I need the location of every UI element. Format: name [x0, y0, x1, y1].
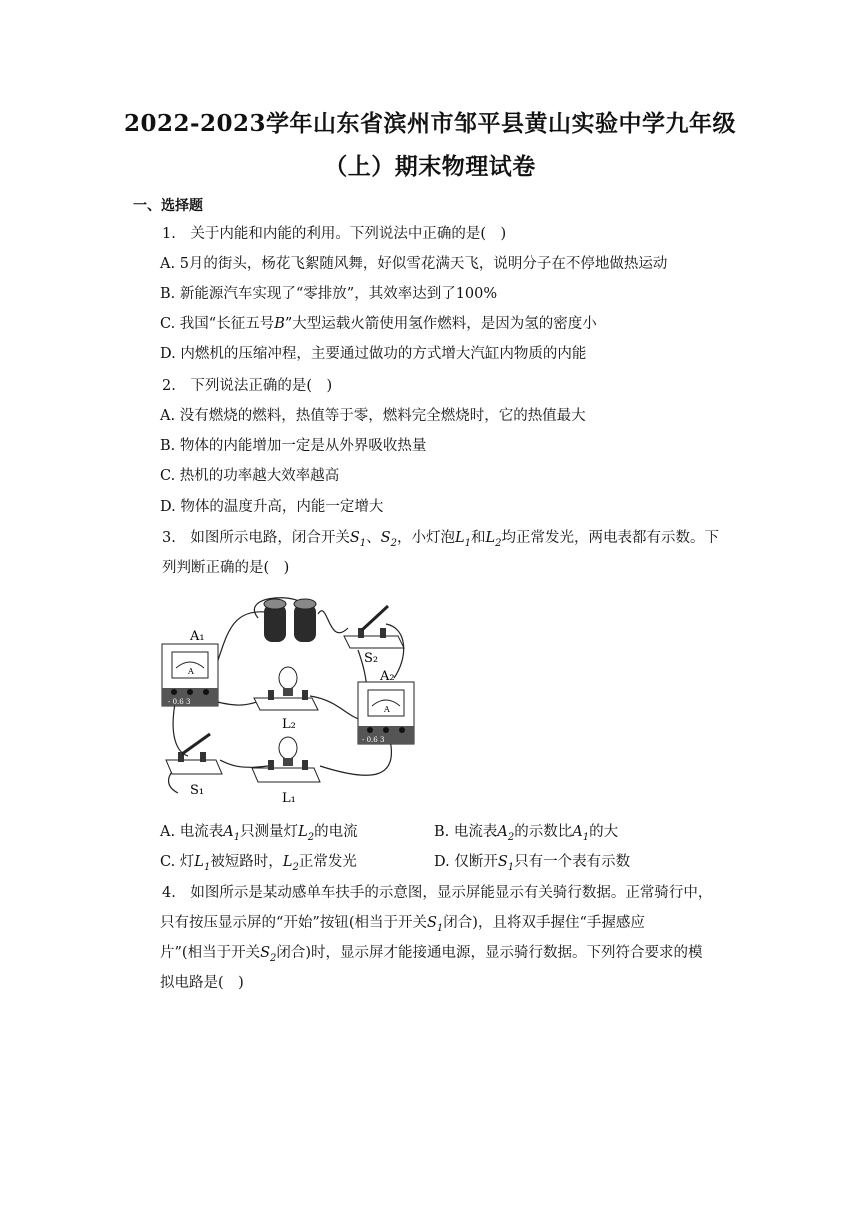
- q1-option-c: C. 我国“长征五号B”大型运载火箭使用氢作燃料，是因为氢的密度小: [160, 316, 597, 332]
- q3-option-a: A. 电流表$A_1$只测量灯$L_2$的电流: [160, 824, 358, 843]
- label-a2: A₂: [380, 669, 395, 684]
- q4-line-3: 片”(相当于开关$S_2$闭合)时，显示屏才能接通电源，显示骑行数据。下列符合要求的模: [160, 945, 703, 964]
- page-title-line-1: 2022-2023学年山东省滨州市邹平县黄山实验中学九年级: [123, 110, 737, 137]
- q2-option-d: D. 物体的温度升高，内能一定增大: [160, 499, 384, 515]
- ammeter-a2-icon: [358, 682, 414, 744]
- page-title-line-2: （上）期末物理试卷: [324, 153, 536, 180]
- q4-line-1: 4. 如图所示是某动感单车扶手的示意图，显示屏能显示有关骑行数据。正常骑行中，: [162, 885, 713, 901]
- q1-option-d: D. 内燃机的压缩冲程，主要通过做功的方式增大汽缸内物质的内能: [160, 346, 587, 362]
- q1-option-b: B. 新能源汽车实现了“零排放”，其效率达到了100%: [160, 286, 498, 302]
- q2-option-a: A. 没有燃烧的燃料，热值等于零，燃料完全燃烧时，它的热值最大: [160, 408, 586, 424]
- q3-option-d: D. 仅断开$S_1$只有一个表有示数: [434, 854, 631, 873]
- label-s1: S₁: [190, 783, 205, 798]
- q2-stem: 2. 下列说法正确的是( ): [162, 378, 333, 394]
- q3-stem-line-2: 列判断正确的是( ): [162, 560, 290, 576]
- q3-option-b: B. 电流表$A_2$的示数比$A_1$的大: [434, 824, 619, 843]
- lamp-l1-icon: [252, 737, 320, 782]
- label-s2: S₂: [364, 651, 379, 666]
- lamp-l2-icon: [254, 667, 318, 710]
- label-l2: L₂: [282, 717, 296, 732]
- q2-option-b: B. 物体的内能增加一定是从外界吸收热量: [160, 438, 427, 454]
- svg-text:- 0.6 3: - 0.6 3: [362, 736, 385, 744]
- battery-icon: [264, 599, 316, 642]
- q1-option-a: A. 5月的街头，杨花飞絮随风舞，好似雪花满天飞，说明分子在不停地做热运动: [160, 256, 668, 272]
- label-a1: A₁: [190, 629, 205, 644]
- ammeter-a1-icon: [162, 644, 218, 706]
- q1-stem: 1. 关于内能和内能的利用。下列说法中正确的是( ): [162, 226, 507, 242]
- circuit-figure: [158, 588, 420, 810]
- q4-line-4: 拟电路是( ): [160, 975, 244, 991]
- label-l1: L₁: [282, 791, 296, 806]
- q3-option-c: C. 灯$L_1$被短路时，$L_2$正常发光: [160, 854, 357, 873]
- svg-text:A: A: [188, 667, 194, 676]
- q4-line-2: 只有按压显示屏的“开始”按钮(相当于开关$S_1$闭合)，且将双手握住“手握感应: [160, 915, 645, 934]
- section-heading: 一、选择题: [133, 198, 203, 214]
- q3-stem: 3. 如图所示电路，闭合开关$S_1$、$S_2$，小灯泡$L_1$和$L_2$均正常发光，两电表都有示数。下: [162, 530, 719, 549]
- svg-text:- 0.6 3: - 0.6 3: [168, 698, 191, 706]
- q2-option-c: C. 热机的功率越大效率越高: [160, 468, 340, 484]
- svg-text:A: A: [384, 705, 390, 714]
